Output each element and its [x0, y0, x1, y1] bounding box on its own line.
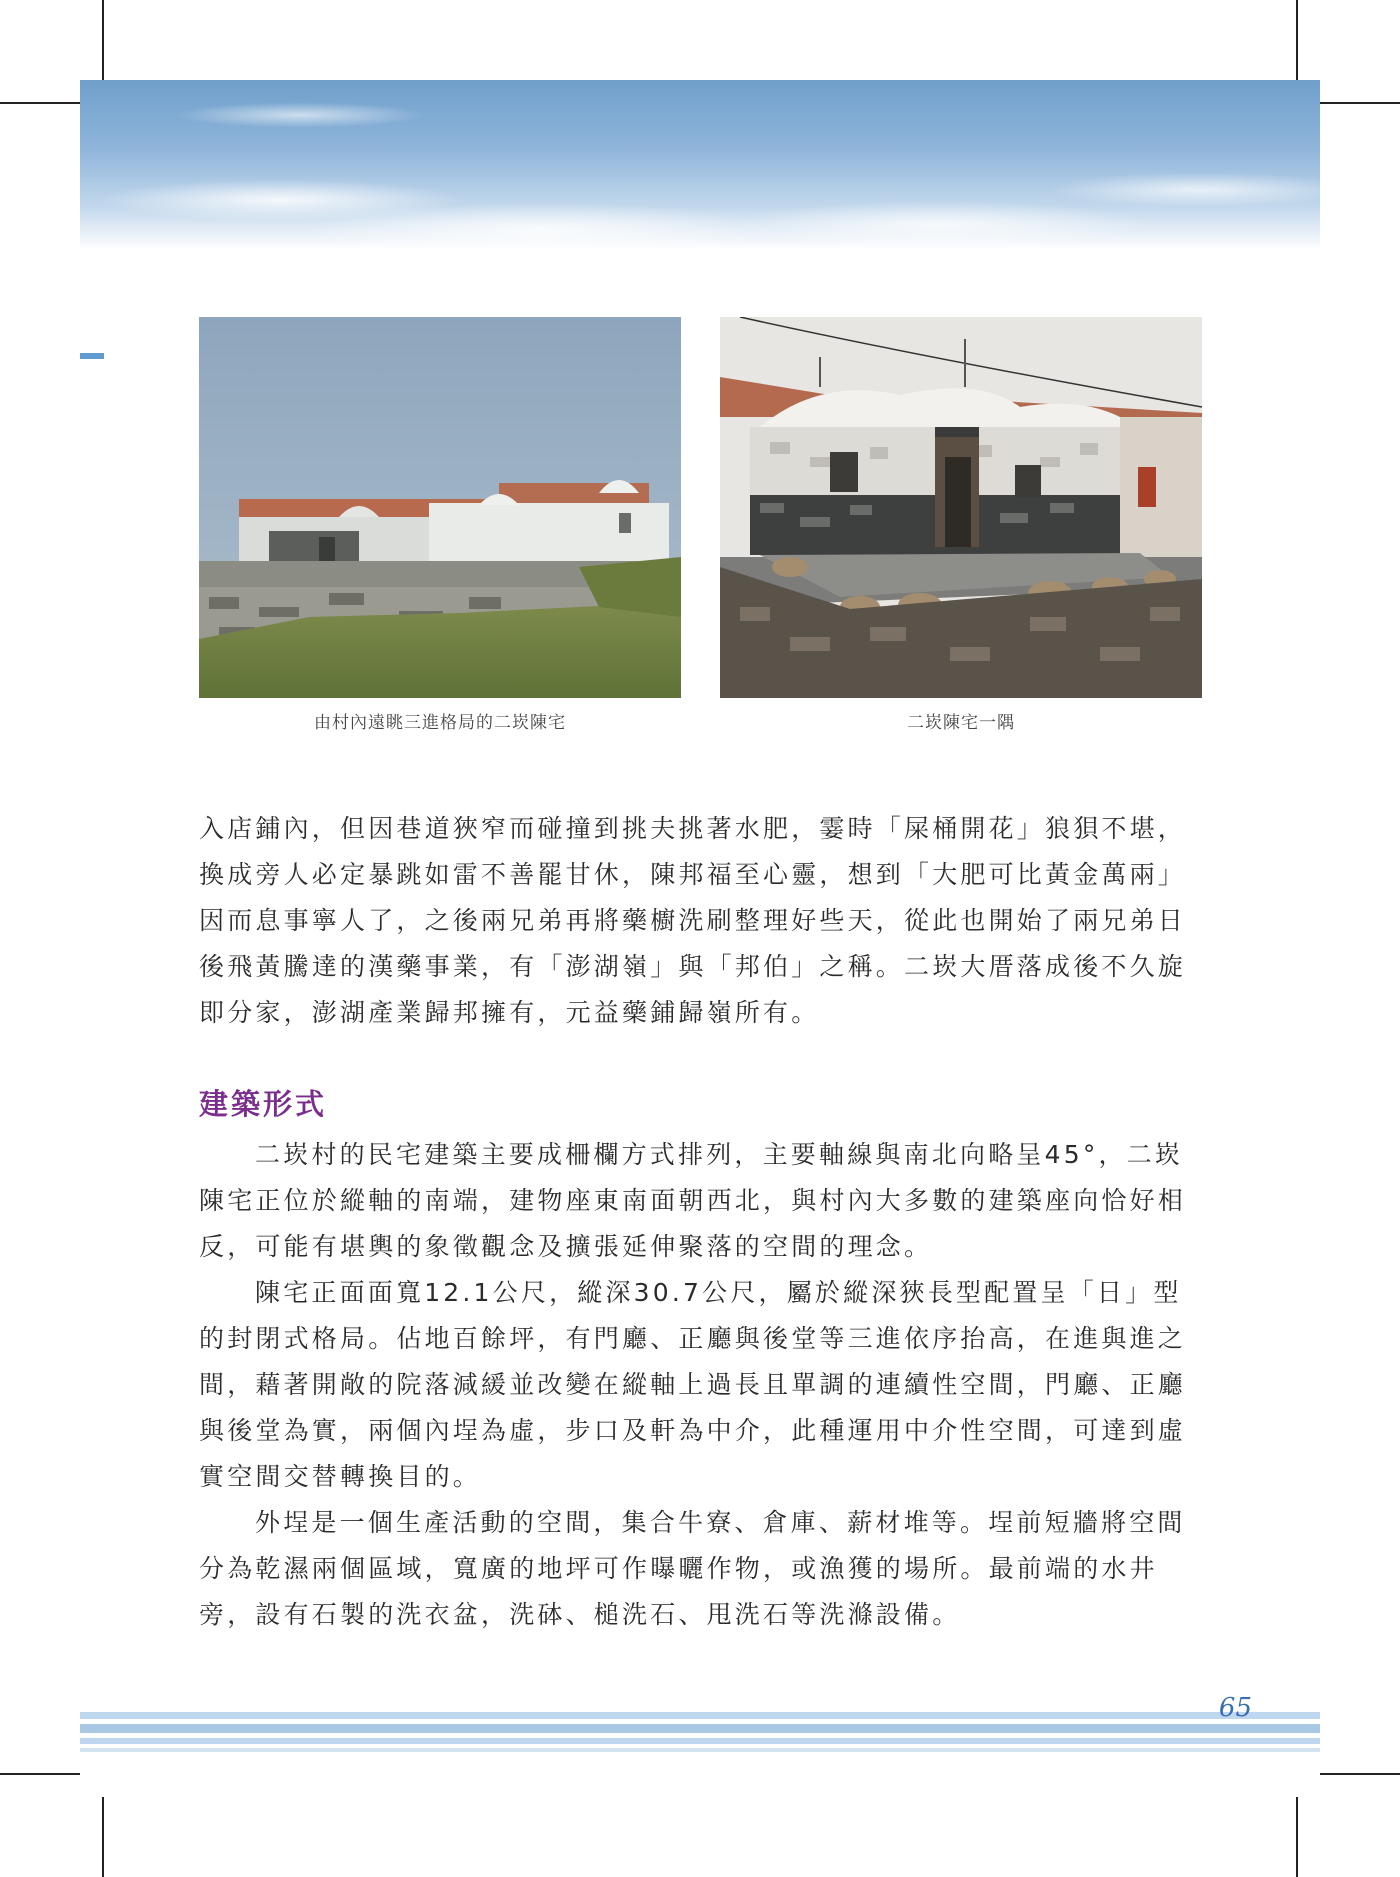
crop-mark [1320, 102, 1400, 104]
photo-caption-left: 由村內遠眺三進格局的二崁陳宅 [314, 713, 566, 733]
footer-stripe [80, 1748, 1320, 1752]
paragraph-text: 陳宅正面面寬12.1公尺，縱深30.7公尺，屬於縱深狹長型配置呈「日」型的封閉式格局。佔地百餘坪，有門廳、正廳與後堂等三進依序抬高，在進與進之間，藉著開敞的院落減緩並改變在縱軸上過長且單調的連續性空間，門廳、正廳與後堂為實，兩個內埕為虛，步口及軒為中介，此種運用中介性空間，可達到虛實空間交替轉換目的。 [199, 1278, 1187, 1491]
paragraph-text: 入店鋪內，但因巷道狹窄而碰撞到挑夫挑著水肥，霎時「屎桶開花」狼狽不堪，換成旁人必定暴跳如雷不善罷甘休，陳邦福至心靈，想到「大肥可比黃金萬兩」因而息事寧人了，之後兩兄弟再將藥櫥洗刷整理好些天，從此也開始了兩兄弟日後飛黃騰達的漢藥事業，有「澎湖嶺」與「邦伯」之稱。二崁大厝落成後不久旋即分家，澎湖產業歸邦擁有，元益藥鋪歸嶺所有。 [199, 814, 1187, 1027]
intro-paragraph [199, 806, 1201, 1036]
crop-mark [1296, 0, 1298, 80]
photo-caption-right: 二崁陳宅一隅 [907, 713, 1015, 733]
sky-banner [80, 80, 1320, 250]
crop-mark [0, 102, 80, 104]
crop-mark [102, 0, 104, 80]
crop-mark [1320, 1773, 1400, 1775]
crop-mark [102, 1797, 104, 1877]
photo-house-corner [720, 317, 1202, 698]
section-body [199, 1132, 1201, 1638]
footer-stripe [80, 1724, 1320, 1733]
page-number: 65 [1218, 1693, 1252, 1723]
section-heading: 建築形式 [199, 1087, 328, 1121]
paragraph-text: 外埕是一個生產活動的空間，集合牛寮、倉庫、薪材堆等。埕前短牆將空間分為乾濕兩個區域，寬廣的地坪可作曝曬作物，或漁獲的場所。最前端的水井旁，設有石製的洗衣盆，洗砵、槌洗石、甩洗石等洗滌設備。 [199, 1508, 1186, 1629]
side-marker [80, 353, 104, 359]
footer-stripe [80, 1738, 1320, 1744]
crop-mark [1296, 1797, 1298, 1877]
crop-mark [0, 1773, 80, 1775]
paragraph-text: 二崁村的民宅建築主要成柵欄方式排列，主要軸線與南北向略呈45°，二崁陳宅正位於縱軸的南端，建物座東南面朝西北，與村內大多數的建築座向恰好相反，可能有堪輿的象徵觀念及擴張延伸聚落的空間的理念。 [199, 1140, 1187, 1261]
footer-stripe [80, 1712, 1320, 1719]
photo-distant-view [199, 317, 681, 698]
